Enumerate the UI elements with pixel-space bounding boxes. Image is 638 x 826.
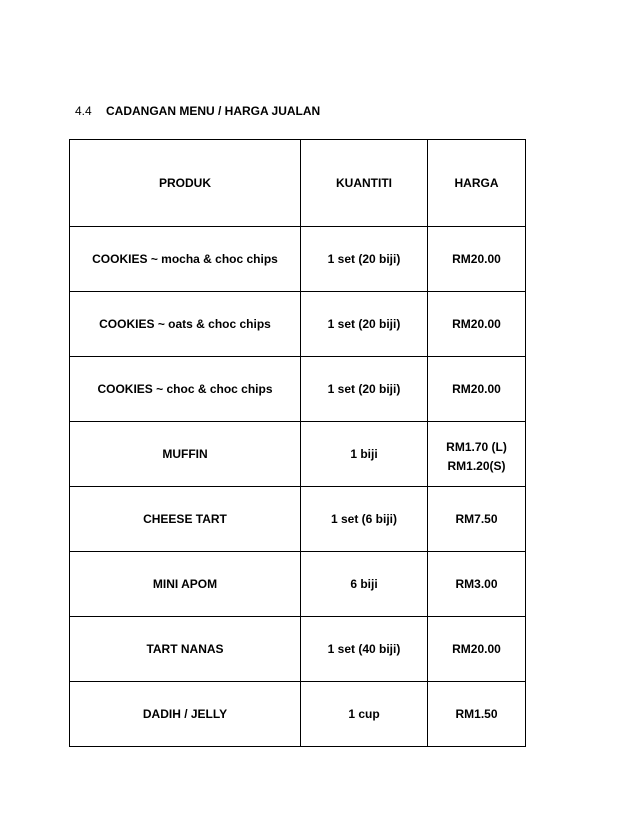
table-row xyxy=(70,227,526,292)
quantity-cell: 1 set (40 biji) xyxy=(301,617,428,682)
table-row xyxy=(70,682,526,747)
quantity-cell: 1 set (6 biji) xyxy=(301,487,428,552)
price-value: RM20.00 xyxy=(452,251,501,266)
header-price: HARGA xyxy=(428,140,526,227)
section-number: 4.4 xyxy=(75,104,92,118)
product-cell: CHEESE TART xyxy=(70,487,301,552)
table-row xyxy=(70,422,526,487)
price-value-small: RM1.20(S) xyxy=(447,459,506,473)
price-value: RM7.50 xyxy=(455,511,498,526)
menu-price-table xyxy=(69,139,526,747)
price-cell xyxy=(428,487,526,552)
header-product: PRODUK xyxy=(70,140,301,227)
price-cell xyxy=(428,292,526,357)
price-value: RM20.00 xyxy=(452,381,501,396)
table-row xyxy=(70,292,526,357)
section-heading xyxy=(75,104,320,118)
product-cell: COOKIES ~ oats & choc chips xyxy=(70,292,301,357)
price-cell xyxy=(428,422,526,487)
table-header-row xyxy=(70,140,526,227)
price-value: RM1.50 xyxy=(455,706,498,721)
price-cell xyxy=(428,227,526,292)
price-cell xyxy=(428,617,526,682)
price-cell xyxy=(428,682,526,747)
table-row xyxy=(70,487,526,552)
price-multi xyxy=(446,438,507,476)
quantity-cell: 6 biji xyxy=(301,552,428,617)
quantity-cell: 1 cup xyxy=(301,682,428,747)
product-cell: COOKIES ~ choc & choc chips xyxy=(70,357,301,422)
product-cell: MUFFIN xyxy=(70,422,301,487)
table-row xyxy=(70,617,526,682)
quantity-cell: 1 set (20 biji) xyxy=(301,227,428,292)
price-value: RM3.00 xyxy=(455,576,498,591)
price-value-large: RM1.70 (L) xyxy=(446,440,507,454)
product-cell: MINI APOM xyxy=(70,552,301,617)
section-title: CADANGAN MENU / HARGA JUALAN xyxy=(106,104,321,118)
price-value: RM20.00 xyxy=(452,641,501,656)
product-cell: COOKIES ~ mocha & choc chips xyxy=(70,227,301,292)
header-quantity: KUANTITI xyxy=(301,140,428,227)
quantity-cell: 1 set (20 biji) xyxy=(301,292,428,357)
quantity-cell: 1 biji xyxy=(301,422,428,487)
product-cell: TART NANAS xyxy=(70,617,301,682)
product-cell: DADIH / JELLY xyxy=(70,682,301,747)
price-cell xyxy=(428,552,526,617)
table-row xyxy=(70,552,526,617)
price-value: RM20.00 xyxy=(452,316,501,331)
quantity-cell: 1 set (20 biji) xyxy=(301,357,428,422)
price-cell xyxy=(428,357,526,422)
table-row xyxy=(70,357,526,422)
